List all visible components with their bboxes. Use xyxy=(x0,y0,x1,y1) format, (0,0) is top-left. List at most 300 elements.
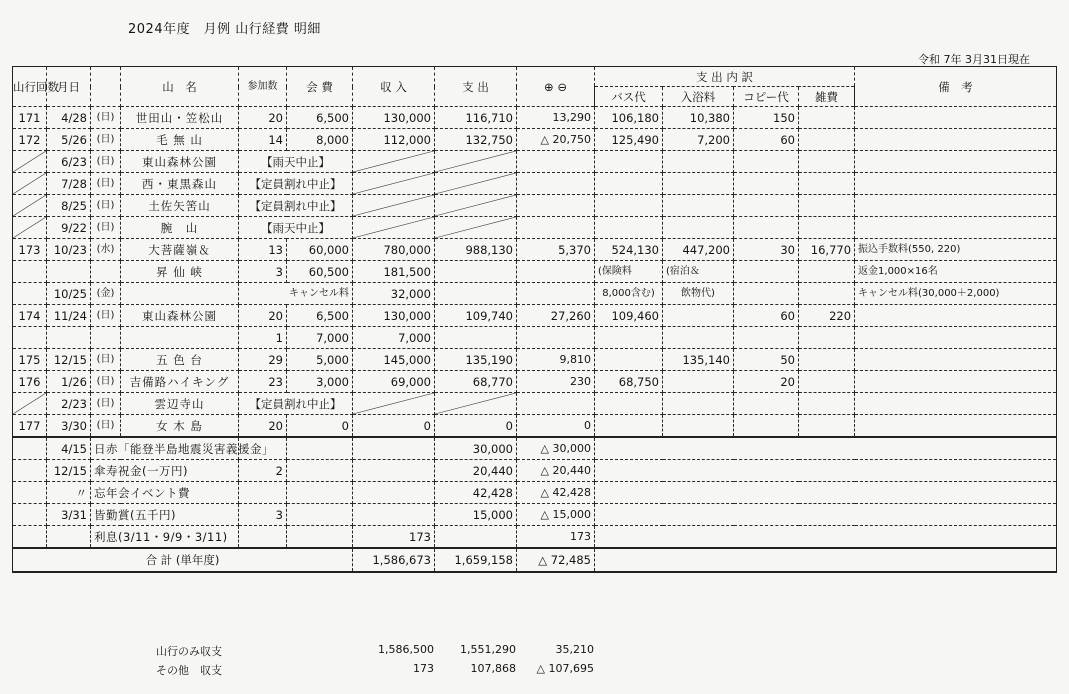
participants-cell: 29 xyxy=(239,349,287,371)
expense-cell xyxy=(435,151,517,173)
misc-cell: 16,770 xyxy=(799,239,855,261)
participants-cell: 23 xyxy=(239,371,287,393)
trip-row xyxy=(13,173,1057,195)
remarks-cell xyxy=(855,371,1057,393)
trip-row xyxy=(13,151,1057,173)
misc-cell xyxy=(799,349,855,371)
other-rows xyxy=(13,437,1057,548)
item-name-cell: 忘年会イベント費 xyxy=(91,482,239,504)
bath-note: (宿泊＆ xyxy=(663,261,734,283)
dow-cell: (日) xyxy=(91,195,121,217)
copy-cell: 20 xyxy=(734,371,799,393)
income-cell: 181,500 xyxy=(353,261,435,283)
copy-cell: 60 xyxy=(734,129,799,151)
date-cell xyxy=(47,526,91,549)
income-cell: 32,000 xyxy=(353,283,435,305)
total-blank xyxy=(595,548,1057,572)
trip-174 xyxy=(13,305,1057,349)
cancel-status: 【定員割れ中止】 xyxy=(239,393,353,415)
misc-cell: 220 xyxy=(799,305,855,327)
misc-cell xyxy=(799,151,855,173)
header-breakdown: 支 出 内 訳 xyxy=(595,67,855,87)
mountain-cell: 五 色 台 xyxy=(121,349,239,371)
summary-expense-1: 1,551,290 xyxy=(460,643,516,656)
bath-cell: 7,200 xyxy=(663,129,734,151)
cancel-status: 【雨天中止】 xyxy=(239,151,353,173)
income-cell: 145,000 xyxy=(353,349,435,371)
count-cell: 176 xyxy=(13,371,47,393)
mountain-cell: 土佐矢筈山 xyxy=(121,195,239,217)
bus-cell: 106,180 xyxy=(595,107,663,129)
copy-cell xyxy=(734,393,799,415)
header-date: 月日 xyxy=(47,67,91,107)
count-cell: 175 xyxy=(13,349,47,371)
date-cell: 12/15 xyxy=(47,460,91,482)
participants-cell xyxy=(239,482,287,504)
fee-cell xyxy=(287,460,353,482)
other-row xyxy=(13,437,1057,460)
income-cell: 173 xyxy=(353,526,435,549)
cancel-status: 【定員割れ中止】 xyxy=(239,195,353,217)
header-mountain: 山 名 xyxy=(121,67,239,107)
bath-note: 飲物代) xyxy=(663,283,734,305)
mountain-cell: 西・東黒森山 xyxy=(121,173,239,195)
participants-cell xyxy=(239,526,287,549)
expense-cell: 30,000 xyxy=(435,437,517,460)
dow-cell: (日) xyxy=(91,107,121,129)
header-income: 収 入 xyxy=(353,67,435,107)
bus-cell xyxy=(595,217,663,239)
remarks-cell xyxy=(855,173,1057,195)
fee-cell xyxy=(287,437,353,460)
copy-cell xyxy=(734,327,799,349)
bus-cell xyxy=(595,327,663,349)
remarks-cell xyxy=(855,415,1057,438)
balance-cell: 5,370 xyxy=(517,239,595,261)
income-cell xyxy=(353,482,435,504)
misc-cell xyxy=(799,129,855,151)
trip-row xyxy=(13,349,1057,371)
bath-cell: 447,200 xyxy=(663,239,734,261)
summary-label-2: その他 収支 xyxy=(156,664,222,677)
balance-cell xyxy=(517,393,595,415)
count-cell: 177 xyxy=(13,415,47,438)
participants-cell: 2 xyxy=(239,460,287,482)
count-cell: 174 xyxy=(13,305,47,327)
date-cell: 11/24 xyxy=(47,305,91,327)
copy-cell xyxy=(734,261,799,283)
expense-cell: 135,190 xyxy=(435,349,517,371)
expense-cell: 15,000 xyxy=(435,504,517,526)
bath-cell xyxy=(663,151,734,173)
total-expense: 1,659,158 xyxy=(435,548,517,572)
income-cell xyxy=(353,437,435,460)
expense-cell xyxy=(435,195,517,217)
other-row xyxy=(13,482,1057,504)
mountain-cell: 雲辺寺山 xyxy=(121,393,239,415)
bath-cell xyxy=(663,173,734,195)
item-name-cell: 皆勤賞(五千円) xyxy=(91,504,239,526)
count-cell xyxy=(13,482,47,504)
total-section xyxy=(13,548,1057,572)
other-row xyxy=(13,526,1057,549)
mountain-cell: 世田山・笠松山 xyxy=(121,107,239,129)
expense-cell xyxy=(435,327,517,349)
trip-row xyxy=(13,195,1057,217)
header-misc: 雑費 xyxy=(799,87,855,107)
date-cell: 8/25 xyxy=(47,195,91,217)
date-cell: 1/26 xyxy=(47,371,91,393)
date-cell: 5/26 xyxy=(47,129,91,151)
balance-cell xyxy=(517,173,595,195)
participants-cell: 3 xyxy=(239,504,287,526)
remarks-cell xyxy=(855,305,1057,327)
summary-income-1: 1,586,500 xyxy=(378,643,434,656)
bath-cell xyxy=(663,415,734,438)
date-cell: 2/23 xyxy=(47,393,91,415)
fee-cell: 60,000 xyxy=(287,239,353,261)
dow-cell: (日) xyxy=(91,217,121,239)
remarks-cell xyxy=(855,107,1057,129)
fee-cell xyxy=(287,504,353,526)
header-participants: 参加数 xyxy=(239,67,287,107)
dow-cell: (金) xyxy=(91,283,121,305)
as-of-date: 令和 7年 3月31日現在 xyxy=(918,53,1030,66)
summary-expense-2: 107,868 xyxy=(470,662,516,675)
expense-cell xyxy=(435,173,517,195)
date-cell: 3/31 xyxy=(47,504,91,526)
bath-cell xyxy=(663,393,734,415)
fee-cell: 0 xyxy=(287,415,353,438)
trip-row xyxy=(13,393,1057,415)
bus-note: 8,000含む) xyxy=(595,283,663,305)
balance-cell: 27,260 xyxy=(517,305,595,327)
count-cell xyxy=(13,327,47,349)
item-name-cell: 利息(3/11・9/9・3/11) xyxy=(91,526,239,549)
balance-cell: 9,810 xyxy=(517,349,595,371)
mountain-cell: 東山森林公園 xyxy=(121,305,239,327)
remarks-cell xyxy=(855,151,1057,173)
fee-cell: 60,500 xyxy=(287,261,353,283)
count-cell xyxy=(13,151,47,173)
income-cell xyxy=(353,195,435,217)
bus-cell xyxy=(595,195,663,217)
bus-cell: 109,460 xyxy=(595,305,663,327)
item-name-cell: 傘寿祝金(一万円) xyxy=(91,460,239,482)
remarks-cell: 返金1,000×16名 xyxy=(855,261,1057,283)
dow-cell: (日) xyxy=(91,349,121,371)
trip-rows-2 xyxy=(13,349,1057,438)
count-cell xyxy=(13,261,47,283)
balance-cell: △ 30,000 xyxy=(517,437,595,460)
copy-cell xyxy=(734,195,799,217)
dow-cell: (日) xyxy=(91,151,121,173)
expense-cell: 988,130 xyxy=(435,239,517,261)
count-cell xyxy=(13,460,47,482)
bus-cell xyxy=(595,415,663,438)
header-copy: コピー代 xyxy=(734,87,799,107)
misc-cell xyxy=(799,327,855,349)
trip-row xyxy=(13,107,1057,129)
fee-cell: 3,000 xyxy=(287,371,353,393)
copy-cell xyxy=(734,151,799,173)
date-cell xyxy=(47,327,91,349)
expense-cell: 0 xyxy=(435,415,517,438)
balance-cell: △ 20,750 xyxy=(517,129,595,151)
total-label: 合 計 (単年度) xyxy=(13,548,353,572)
fee-cell: 6,500 xyxy=(287,305,353,327)
mountain-cell xyxy=(121,283,239,305)
count-cell xyxy=(13,393,47,415)
count-cell: 172 xyxy=(13,129,47,151)
mountain-cell xyxy=(121,327,239,349)
copy-cell xyxy=(734,217,799,239)
mountain-cell: 大菩薩嶺＆ xyxy=(121,239,239,261)
copy-cell xyxy=(734,415,799,438)
header-dow xyxy=(91,67,121,107)
count-cell: 173 xyxy=(13,239,47,261)
count-cell xyxy=(13,437,47,460)
expense-cell: 42,428 xyxy=(435,482,517,504)
balance-cell xyxy=(517,217,595,239)
bus-cell: 524,130 xyxy=(595,239,663,261)
bus-cell xyxy=(595,173,663,195)
fee-cell: 8,000 xyxy=(287,129,353,151)
summary-income-2: 173 xyxy=(413,662,434,675)
bus-cell: 68,750 xyxy=(595,371,663,393)
balance-cell xyxy=(517,195,595,217)
date-cell: 6/23 xyxy=(47,151,91,173)
mountain-cell: 昇 仙 峡 xyxy=(121,261,239,283)
bus-cell: 125,490 xyxy=(595,129,663,151)
bath-cell xyxy=(663,305,734,327)
count-cell: 171 xyxy=(13,107,47,129)
bus-cell xyxy=(595,151,663,173)
date-cell: 4/28 xyxy=(47,107,91,129)
bus-note: (保険料 xyxy=(595,261,663,283)
date-cell: 3/30 xyxy=(47,415,91,438)
participants-cell: 3 xyxy=(239,261,287,283)
balance-cell: △ 15,000 xyxy=(517,504,595,526)
misc-cell xyxy=(799,261,855,283)
date-cell: 〃 xyxy=(47,482,91,504)
remarks-cell xyxy=(855,327,1057,349)
mountain-cell: 女 木 島 xyxy=(121,415,239,438)
copy-cell: 60 xyxy=(734,305,799,327)
misc-cell xyxy=(799,195,855,217)
total-balance: △ 72,485 xyxy=(517,548,595,572)
dow-cell: (日) xyxy=(91,415,121,438)
header-balance: ⊕ ⊖ xyxy=(517,67,595,107)
expense-cell xyxy=(435,393,517,415)
balance-cell: 230 xyxy=(517,371,595,393)
remarks-cell xyxy=(855,129,1057,151)
balance-cell xyxy=(517,283,595,305)
bath-cell xyxy=(663,217,734,239)
total-income: 1,586,673 xyxy=(353,548,435,572)
other-row xyxy=(13,460,1057,482)
expense-cell: 20,440 xyxy=(435,460,517,482)
income-cell: 130,000 xyxy=(353,107,435,129)
copy-cell: 50 xyxy=(734,349,799,371)
remarks-cell: 振込手数料(550, 220) xyxy=(855,239,1057,261)
date-cell: 12/15 xyxy=(47,349,91,371)
breakdown-blank xyxy=(595,460,1057,482)
balance-cell: △ 20,440 xyxy=(517,460,595,482)
fee-cell xyxy=(287,526,353,549)
fee-cell xyxy=(287,482,353,504)
misc-cell xyxy=(799,217,855,239)
dow-cell: (水) xyxy=(91,239,121,261)
cancel-fee-label: キャンセル料 xyxy=(239,283,353,305)
expense-cell xyxy=(435,283,517,305)
expense-table xyxy=(12,66,1057,573)
document-title: 2024年度 月例 山行経費 明細 xyxy=(128,22,321,37)
participants-cell: 14 xyxy=(239,129,287,151)
bath-cell xyxy=(663,195,734,217)
copy-cell: 150 xyxy=(734,107,799,129)
misc-cell xyxy=(799,371,855,393)
fee-cell: 5,000 xyxy=(287,349,353,371)
remarks-cell xyxy=(855,349,1057,371)
dow-cell: (日) xyxy=(91,129,121,151)
balance-cell xyxy=(517,261,595,283)
expense-cell: 68,770 xyxy=(435,371,517,393)
income-cell xyxy=(353,460,435,482)
trip-rows xyxy=(13,107,1057,239)
income-cell xyxy=(353,151,435,173)
cancel-status: 【定員割れ中止】 xyxy=(239,173,353,195)
other-row xyxy=(13,504,1057,526)
dow-cell: (日) xyxy=(91,371,121,393)
dow-cell xyxy=(91,327,121,349)
remarks-cell: キャンセル料(30,000＋2,000) xyxy=(855,283,1057,305)
participants-cell: 1 xyxy=(239,327,287,349)
misc-cell xyxy=(799,107,855,129)
income-cell xyxy=(353,504,435,526)
income-cell xyxy=(353,173,435,195)
mountain-cell: 毛 無 山 xyxy=(121,129,239,151)
misc-cell xyxy=(799,415,855,438)
breakdown-blank xyxy=(595,482,1057,504)
expense-cell xyxy=(435,217,517,239)
remarks-cell xyxy=(855,393,1057,415)
dow-cell xyxy=(91,261,121,283)
date-cell: 9/22 xyxy=(47,217,91,239)
remarks-cell xyxy=(855,195,1057,217)
header-bus: バス代 xyxy=(595,87,663,107)
header-fee: 会 費 xyxy=(287,67,353,107)
trip-173 xyxy=(13,239,1057,305)
cancel-status: 【雨天中止】 xyxy=(239,217,353,239)
fee-cell: 7,000 xyxy=(287,327,353,349)
count-cell xyxy=(13,173,47,195)
expense-cell xyxy=(435,526,517,549)
bath-cell: 135,140 xyxy=(663,349,734,371)
date-cell: 7/28 xyxy=(47,173,91,195)
header-expense: 支 出 xyxy=(435,67,517,107)
summary-balance-2: △ 107,695 xyxy=(536,662,594,675)
summary-balance-1: 35,210 xyxy=(555,643,594,656)
balance-cell: △ 42,428 xyxy=(517,482,595,504)
trip-row xyxy=(13,415,1057,438)
income-cell xyxy=(353,393,435,415)
count-cell xyxy=(13,283,47,305)
expense-cell: 132,750 xyxy=(435,129,517,151)
breakdown-blank xyxy=(595,437,1057,460)
income-cell: 7,000 xyxy=(353,327,435,349)
trip-row xyxy=(13,217,1057,239)
count-cell xyxy=(13,217,47,239)
balance-cell: 173 xyxy=(517,526,595,549)
participants-cell: 20 xyxy=(239,415,287,438)
participants-cell: 20 xyxy=(239,305,287,327)
income-cell: 69,000 xyxy=(353,371,435,393)
count-cell xyxy=(13,195,47,217)
misc-cell xyxy=(799,393,855,415)
fee-cell: 6,500 xyxy=(287,107,353,129)
mountain-cell: 東山森林公園 xyxy=(121,151,239,173)
copy-cell: 30 xyxy=(734,239,799,261)
balance-cell: 0 xyxy=(517,415,595,438)
trip-row xyxy=(13,371,1057,393)
date-cell: 4/15 xyxy=(47,437,91,460)
breakdown-blank xyxy=(595,526,1057,549)
expense-cell xyxy=(435,261,517,283)
date-cell: 10/25 xyxy=(47,283,91,305)
item-name-cell: 日赤「能登半島地震災害義援金」 xyxy=(91,437,239,460)
bath-cell xyxy=(663,371,734,393)
misc-cell xyxy=(799,173,855,195)
count-cell xyxy=(13,504,47,526)
income-cell: 780,000 xyxy=(353,239,435,261)
misc-cell xyxy=(799,283,855,305)
mountain-cell: 吉備路ハイキング xyxy=(121,371,239,393)
bus-cell xyxy=(595,349,663,371)
bus-cell xyxy=(595,393,663,415)
expense-cell: 116,710 xyxy=(435,107,517,129)
header-remarks: 備 考 xyxy=(855,67,1057,107)
participants-cell: 20 xyxy=(239,107,287,129)
dow-cell: (日) xyxy=(91,305,121,327)
breakdown-blank xyxy=(595,504,1057,526)
header-count: 山行回数 xyxy=(13,67,47,107)
date-cell xyxy=(47,261,91,283)
dow-cell: (日) xyxy=(91,173,121,195)
mountain-cell: 腕 山 xyxy=(121,217,239,239)
income-cell: 130,000 xyxy=(353,305,435,327)
balance-cell: 13,290 xyxy=(517,107,595,129)
trip-row xyxy=(13,129,1057,151)
dow-cell: (日) xyxy=(91,393,121,415)
bath-cell xyxy=(663,327,734,349)
bath-cell: 10,380 xyxy=(663,107,734,129)
date-cell: 10/23 xyxy=(47,239,91,261)
header-bath: 入浴料 xyxy=(663,87,734,107)
copy-cell xyxy=(734,283,799,305)
remarks-cell xyxy=(855,217,1057,239)
expense-cell: 109,740 xyxy=(435,305,517,327)
count-cell xyxy=(13,526,47,549)
balance-cell xyxy=(517,151,595,173)
income-cell: 112,000 xyxy=(353,129,435,151)
income-cell: 0 xyxy=(353,415,435,438)
income-cell xyxy=(353,217,435,239)
balance-cell xyxy=(517,327,595,349)
copy-cell xyxy=(734,173,799,195)
participants-cell: 13 xyxy=(239,239,287,261)
summary-label-1: 山行のみ収支 xyxy=(156,645,222,658)
